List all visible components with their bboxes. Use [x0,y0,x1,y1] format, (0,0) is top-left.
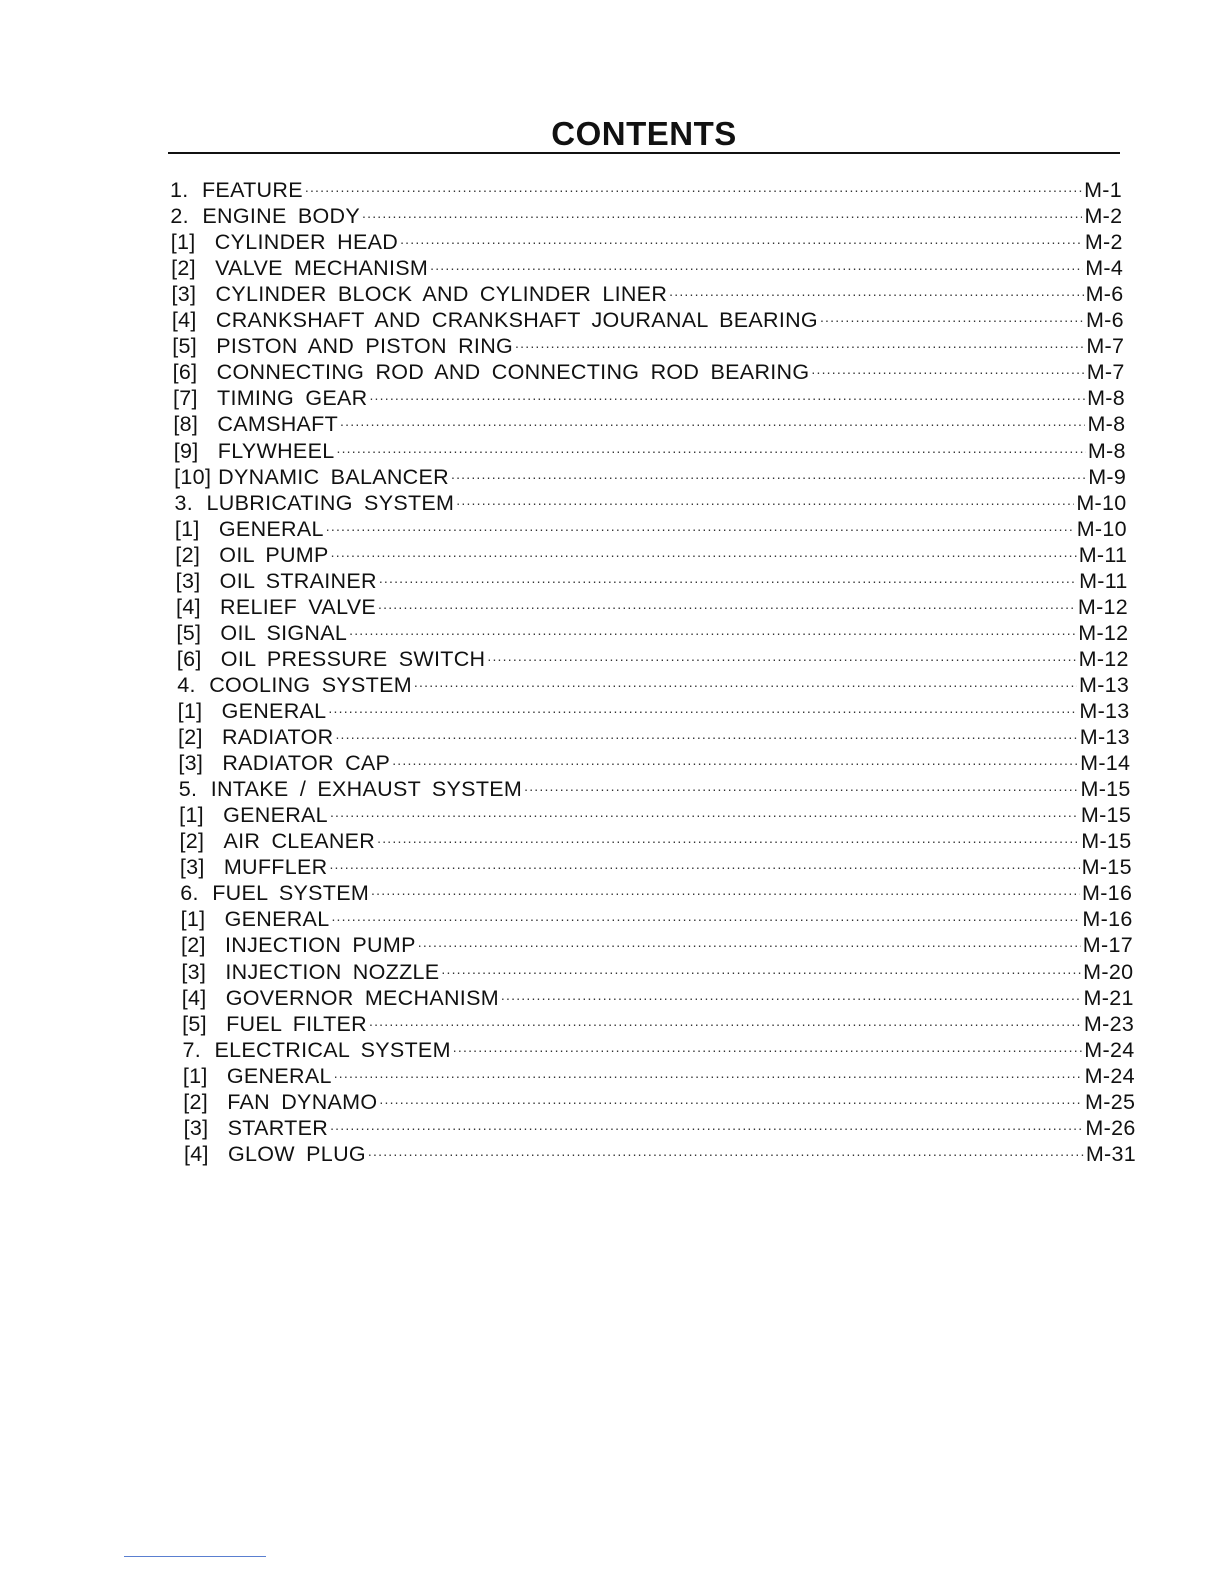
toc-dot-leader [451,458,1086,484]
toc-dot-leader [487,640,1076,666]
toc-entry-page: M-8 [1087,386,1126,411]
toc-entry-number: [4] [171,308,197,333]
toc-dot-leader [820,301,1084,327]
toc-entry-number: [1] [180,907,206,932]
toc-entry-label: OIL PRESSURE SWITCH [220,646,486,671]
toc-entry-label: ELECTRICAL SYSTEM [214,1037,451,1062]
toc-entry-number: [1] [179,803,204,828]
toc-entry-label: GENERAL [226,1063,332,1088]
toc-subsection-row [179,822,1132,854]
toc-entry-number: [10] [174,464,212,489]
toc-subsection-row [174,510,1127,541]
toc-subsection-row [179,848,1132,880]
toc-entry-page: M-12 [1078,620,1129,645]
toc-dot-leader [379,562,1077,588]
toc-entry-label: INJECTION NOZZLE [225,959,440,984]
toc-entry-page: M-12 [1078,646,1129,671]
toc-entry-label: PISTON AND PISTON RING [216,334,514,359]
toc-dot-leader [369,379,1085,405]
toc-dot-leader [414,666,1077,692]
toc-dot-leader [515,327,1084,353]
toc-subsection-row [182,1057,1135,1088]
toc-dot-leader [362,197,1082,223]
title-rule [168,152,1120,154]
toc-entry-page: M-15 [1080,777,1131,802]
toc-subsection-row [173,432,1126,463]
toc-section-row [170,171,1122,202]
toc-entry-page: M-16 [1082,881,1133,906]
toc-entry-page: M-17 [1082,933,1133,958]
toc-entry-number: [4] [184,1141,209,1166]
toc-entry-label: FEATURE [202,178,303,202]
toc-section-row [182,1031,1135,1062]
toc-entry-page: M-7 [1086,334,1125,359]
toc-entry-number: [1] [182,1063,208,1088]
toc-entry-page: M-24 [1084,1063,1135,1088]
toc-entry-label: INJECTION PUMP [224,933,416,958]
toc-entry-page: M-11 [1078,542,1128,567]
toc-entry-number: [2] [177,725,203,750]
toc-entry-label: GOVERNOR MECHANISM [225,985,499,1010]
toc-dot-leader [377,822,1079,848]
toc-subsection-row [171,275,1124,307]
toc-dot-leader [430,249,1083,275]
toc-entry-page: M-12 [1077,594,1129,619]
toc-entry-number: [5] [172,334,198,359]
toc-entry-number: [8] [173,412,199,437]
toc-entry-label: GENERAL [218,516,324,541]
toc-entry-number: 5. [178,777,198,802]
toc-entry-label: AIR CLEANER [223,829,376,854]
toc-dot-leader [328,692,1077,718]
toc-entry-page: M-6 [1085,282,1124,307]
toc-entry-number: [1] [177,699,203,723]
toc-entry-page: M-9 [1088,464,1127,489]
toc-entry-label: OIL SIGNAL [220,620,348,645]
toc-entry-page: M-2 [1084,204,1123,229]
toc-dot-leader [331,536,1077,562]
toc-entry-number: [3] [181,959,207,984]
toc-entry-label: STARTER [227,1115,329,1140]
toc-entry-label: GLOW PLUG [228,1141,366,1166]
toc-entry-page: M-10 [1076,490,1127,515]
toc-entry-label: OIL PUMP [219,542,329,567]
toc-dot-leader [335,718,1077,744]
toc-entry-label: CRANKSHAFT AND CRANKSHAFT JOURANAL BEARING [215,308,818,333]
toc-subsection-row [176,614,1129,645]
toc-entry-page: M-8 [1087,438,1126,463]
toc-entry-number: [3] [171,282,197,307]
toc-entry-label: DYNAMIC BALANCER [218,464,449,489]
toc-entry-label: CONNECTING ROD AND CONNECTING ROD BEARING [216,360,810,385]
toc-entry-page: M-31 [1085,1141,1136,1166]
toc-entry-label: TIMING GEAR [217,386,368,411]
toc-dot-leader [330,796,1079,822]
toc-entry-page: M-7 [1086,360,1125,385]
toc-entry-page: M-14 [1080,751,1131,776]
toc-subsection-row [177,692,1130,723]
toc-entry-number: [2] [183,1089,209,1114]
toc-entry-label: FAN DYNAMO [227,1089,378,1114]
toc-subsection-row [182,1005,1135,1036]
toc-entry-page: M-1 [1084,178,1122,202]
toc-dot-leader [378,588,1076,614]
toc-entry-page: M-26 [1085,1115,1136,1140]
toc-entry-number: [2] [180,933,206,958]
toc-subsection-row [183,1083,1136,1114]
toc-entry-number: [9] [173,438,199,463]
toc-entry-label: RADIATOR CAP [222,751,391,776]
toc-subsection-row [176,588,1129,619]
toc-entry-label: INTAKE / EXHAUST SYSTEM [210,777,523,802]
toc-entry-number: [4] [176,594,201,619]
toc-entry-page: M-15 [1080,803,1132,828]
toc-subsection-row [171,249,1124,281]
toc-subsection-row [175,536,1128,567]
toc-entry-number: [5] [182,1011,207,1036]
toc-subsection-row [171,301,1124,333]
toc-dot-leader [369,1005,1082,1031]
toc-dot-leader [501,979,1082,1005]
toc-dot-leader [340,405,1085,431]
toc-entry-label: CYLINDER BLOCK AND CYLINDER LINER [215,282,668,307]
toc-subsection-row [175,562,1128,593]
toc-section-row [170,197,1123,229]
toc-entry-label: FLYWHEEL [217,438,335,463]
toc-subsection-row [174,458,1127,489]
toc-entry-page: M-8 [1087,412,1126,437]
toc-entry-number: [6] [172,360,198,385]
toc-entry-label: RADIATOR [221,725,334,750]
toc-entry-number: [6] [176,646,202,671]
toc-entry-label: VALVE MECHANISM [215,256,429,281]
toc-entry-page: M-16 [1082,907,1133,932]
toc-entry-label: OIL STRAINER [219,568,377,593]
toc-entry-number: [3] [179,855,205,880]
toc-dot-leader [524,770,1078,796]
toc-entry-number: 2. [170,204,189,229]
toc-entry-number: [3] [178,751,204,776]
toc-subsection-row [172,353,1125,385]
toc-entry-page: M-4 [1085,256,1124,281]
toc-entry-number: 1. [170,178,189,202]
toc-subsection-row [181,953,1134,984]
toc-entry-label: GENERAL [223,803,328,828]
toc-entry-label: MUFFLER [223,855,328,880]
toc-entry-page: M-6 [1085,308,1124,333]
toc-entry-number: [1] [170,230,196,255]
toc-dot-leader [379,1083,1083,1109]
toc-dot-leader [400,223,1083,249]
toc-section-row [177,666,1130,697]
toc-entry-number: [2] [179,829,205,854]
toc-entry-number: 6. [180,881,199,906]
toc-dot-leader [330,1109,1083,1135]
toc-dot-leader [349,614,1076,640]
toc-dot-leader [371,874,1080,900]
toc-subsection-row [178,744,1131,776]
toc-entry-page: M-15 [1081,829,1132,854]
toc-subsection-row [184,1135,1136,1166]
toc-dot-leader [418,926,1081,952]
toc-entry-number: [3] [183,1115,209,1140]
toc-section-row [174,484,1127,515]
toc-dot-leader [305,171,1082,197]
toc-subsection-row [183,1109,1136,1140]
toc-entry-page: M-13 [1079,725,1130,750]
toc-entry-label: CAMSHAFT [217,412,339,437]
toc-entry-label: LUBRICATING SYSTEM [206,490,455,515]
toc-entry-page: M-21 [1083,985,1134,1010]
toc-entry-page: M-10 [1076,516,1127,541]
toc-dot-leader [441,953,1081,979]
toc-dot-leader [669,275,1083,301]
toc-entry-number: [2] [175,542,201,567]
toc-entry-page: M-2 [1084,230,1123,255]
toc-entry-page: M-13 [1079,699,1130,723]
footer-rule [124,1556,266,1557]
toc-section-row [178,770,1131,802]
toc-entry-page: M-23 [1083,1011,1135,1036]
toc-subsection-row [177,718,1130,750]
toc-subsection-row [172,327,1125,359]
toc-entry-page: M-25 [1085,1089,1136,1114]
toc-entry-label: FUEL SYSTEM [212,881,370,906]
toc-entry-number: 3. [174,490,194,515]
toc-entry-label: GENERAL [221,699,327,723]
toc-entry-page: M-13 [1079,672,1130,697]
toc-entry-page: M-11 [1079,568,1128,593]
toc-entry-label: FUEL FILTER [226,1011,367,1036]
toc-entry-page: M-20 [1083,959,1134,984]
toc-entry-page: M-15 [1081,855,1132,880]
toc-entry-label: CYLINDER HEAD [214,230,399,255]
toc-subsection-row [173,405,1126,437]
toc-dot-leader [368,1135,1084,1161]
toc-dot-leader [329,848,1079,874]
toc-entry-number: [2] [171,256,196,281]
toc-subsection-row [180,900,1133,932]
toc-dot-leader [811,353,1084,379]
toc-dot-leader [453,1031,1083,1057]
toc-dot-leader [392,744,1078,770]
toc-entry-number: [1] [174,516,200,541]
toc-subsection-row [181,979,1134,1010]
toc-entry-number: [7] [173,386,198,411]
toc-entry-page: M-24 [1084,1037,1135,1062]
toc-subsection-row [173,379,1126,411]
toc-subsection-row [170,223,1123,255]
toc-subsection-row [180,926,1133,958]
toc-section-row [180,874,1133,906]
toc-entry-label: COOLING SYSTEM [209,672,412,697]
page-title: CONTENTS [551,115,737,152]
toc-dot-leader [456,484,1074,510]
toc-entry-number: 4. [177,672,196,697]
toc-dot-leader [326,510,1075,536]
toc-entry-number: [4] [181,985,207,1010]
toc-entry-number: [5] [176,620,202,645]
toc-entry-number: [3] [175,568,201,593]
toc-entry-label: GENERAL [224,907,330,932]
toc-dot-leader [331,900,1080,926]
toc-entry-label: RELIEF VALVE [220,594,377,619]
toc-entry-number: 7. [182,1037,202,1062]
toc-dot-leader [336,432,1085,458]
toc-subsection-row [176,640,1129,671]
toc-dot-leader [334,1057,1083,1083]
toc-entry-label: ENGINE BODY [202,204,361,229]
toc-subsection-row [179,796,1132,828]
